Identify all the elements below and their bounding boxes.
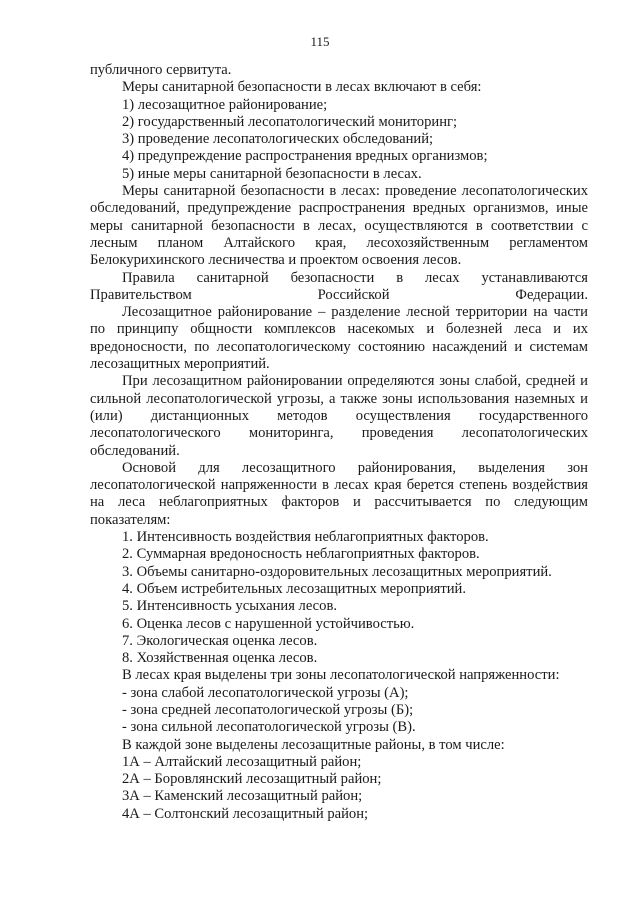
paragraph: При лесозащитном районировании определяются зоны слабой, средней и сильной лесопатологической угрозы, а также зоны использования наземных и (или) дистанционных методов осуществления государственного лесопатологического мониторинга, проведения лесопатологических обследований. [90, 373, 588, 459]
list-item: 8. Хозяйственная оценка лесов. [122, 650, 318, 667]
paragraph: В лесах края выделены три зоны лесопатологической напряженности: [122, 667, 560, 684]
page-number: 115 [310, 34, 330, 49]
list-item: 3А – Каменский лесозащитный район; [122, 788, 363, 805]
list-item: 2А – Боровлянский лесозащитный район; [122, 771, 382, 788]
paragraph: публичного сервитута. [90, 62, 232, 78]
list-item: 1А – Алтайский лесозащитный район; [122, 753, 362, 770]
paragraph: Основой для лесозащитного районирования, выделения зон лесопатологической напряженности в лесах края берется степень воздействия на леса неблагоприятных факторов и рассчитывается по следующим показателям: [90, 459, 588, 528]
list-item: 5. Интенсивность усыхания лесов. [122, 598, 337, 615]
list-item: 1) лесозащитное районирование; [122, 96, 328, 113]
paragraph: Меры санитарной безопасности в лесах: проведение лесопатологических обследований, предупреждение распространения вредных организмов, иные меры санитарной безопасности в лесах, осуществляются в соответствии с лесным планом Алтайского края, лесохозяйственным регламентом Белокурихинского лесничества и проектом освоения лесов. [90, 183, 588, 269]
list-item: 7. Экологическая оценка лесов. [122, 632, 318, 649]
list-item: 4. Объем истребительных лесозащитных мероприятий. [122, 580, 467, 597]
list-item: - зона средней лесопатологической угрозы (Б); [122, 701, 414, 718]
paragraph: В каждой зоне выделены лесозащитные районы, в том числе: [122, 736, 505, 753]
list-item: 2) государственный лесопатологический мониторинг; [122, 113, 458, 130]
list-item: 6. Оценка лесов с нарушенной устойчивостью. [122, 615, 415, 632]
list-item: 1. Интенсивность воздействия неблагоприятных факторов. [122, 529, 489, 546]
list-item: - зона сильной лесопатологической угрозы (В). [122, 719, 416, 736]
list-item: 4А – Солтонский лесозащитный район; [122, 805, 369, 822]
list-item: 3) проведение лесопатологических обследований; [122, 131, 434, 148]
list-item: 2. Суммарная вредоносность неблагоприятных факторов. [122, 546, 480, 563]
list-item: 5) иные меры санитарной безопасности в лесах. [122, 165, 422, 182]
list-item: 3. Объемы санитарно-оздоровительных лесозащитных мероприятий. [122, 563, 552, 580]
page-body [90, 62, 588, 823]
list-item: - зона слабой лесопатологической угрозы (А); [122, 684, 409, 701]
paragraph: Меры санитарной безопасности в лесах включают в себя: [122, 79, 482, 96]
paragraph: Правила санитарной безопасности в лесах устанавливаются Правительством Российской Федерации. [90, 269, 588, 303]
list-item: 4) предупреждение распространения вредных организмов; [122, 148, 488, 165]
paragraph: Лесозащитное районирование – разделение лесной территории на части по принципу общности комплексов насекомых и болезней леса и их вредоносности, по лесопатологическому состоянию насаждений и системам лесозащитных мероприятий. [90, 304, 588, 373]
